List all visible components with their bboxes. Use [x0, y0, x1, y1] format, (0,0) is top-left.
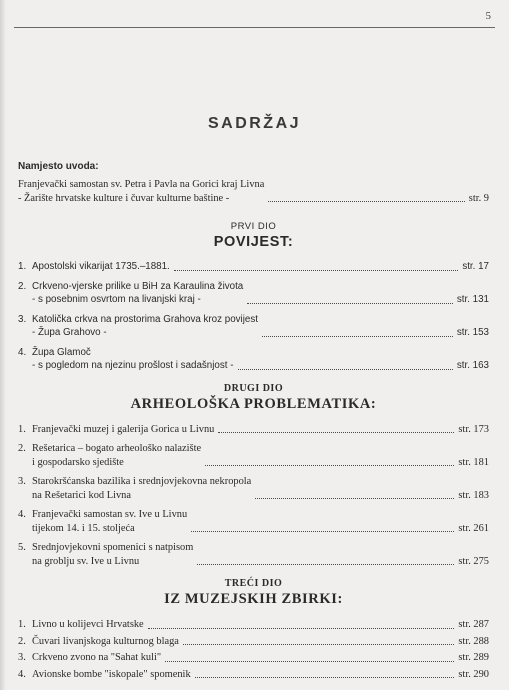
- toc-entry-line: Apostolski vikarijat 1735.–1881.: [32, 261, 170, 272]
- toc-entry-line: Crkveno zvono na "Sahat kuli": [32, 652, 162, 663]
- toc-page-number: str. 275: [458, 555, 489, 567]
- toc-entry-number: 1.: [18, 423, 26, 435]
- toc-entry-number: 2.: [18, 635, 26, 647]
- toc-entry: [18, 260, 489, 274]
- toc-page-number: str. 17: [462, 261, 489, 272]
- dot-leader: [197, 563, 454, 565]
- toc-entry-line: - Žarište hrvatske kulture i čuvar kulturne baštine -: [18, 192, 230, 204]
- show-through-text: [277, 36, 487, 94]
- page-title: SADRŽAJ: [207, 115, 302, 132]
- dot-leader: [262, 335, 453, 337]
- toc-entry-line: Franjevački muzej i galerija Gorica u Livnu: [32, 423, 215, 435]
- toc-entry: [18, 651, 489, 665]
- toc-entry: [18, 313, 489, 340]
- part-label: DRUGI DIO: [223, 382, 284, 394]
- table-of-contents: [18, 161, 489, 684]
- toc-entry: [18, 508, 489, 535]
- toc-entry-line: Starokršćanska bazilika i srednjovjekovna nekropola: [32, 476, 252, 487]
- toc-entry-number: 5.: [18, 542, 26, 553]
- toc-entry-number: 4.: [18, 346, 27, 358]
- toc-entry: [18, 423, 489, 437]
- toc-entry-line: Katolička crkva na prostorima Grahova kroz povijest: [32, 313, 258, 325]
- toc-entry: [18, 475, 489, 502]
- toc-page-number: str. 181: [458, 456, 489, 468]
- toc-page-number: str. 290: [458, 668, 489, 680]
- toc-entry-line: Čuvari livanjskoga kulturnog blaga: [32, 635, 179, 647]
- dot-leader: [195, 676, 455, 678]
- toc-entry-line: Avionske bombe "iskopale" spomenik: [32, 668, 191, 680]
- toc-entry: [18, 442, 489, 469]
- toc-entry-line: Srednjovjekovni spomenici s natpisom: [32, 542, 194, 553]
- toc-entry-line: na Rešetarici kod Livna: [32, 489, 131, 501]
- toc-entry-number: 1.: [18, 261, 27, 272]
- intro-heading: Namjesto uvoda:: [18, 161, 99, 172]
- dot-leader: [165, 660, 454, 662]
- toc-entry-line: tijekom 14. i 15. stoljeća: [32, 522, 135, 534]
- dot-leader: [205, 464, 454, 466]
- toc-entry-line: Franjevački samostan sv. Ive u Livnu: [32, 509, 188, 520]
- toc-page-number: str. 289: [458, 652, 489, 663]
- part-title: IZ MUZEJSKIH ZBIRKI:: [164, 591, 343, 607]
- toc-entry-line: Crkveno-vjerske prilike u BiH za Karaulina života: [32, 280, 244, 292]
- toc-entry-number: 3.: [18, 652, 26, 663]
- toc-entry-number: 2.: [18, 443, 26, 454]
- toc-entry-line: Livno u kolijevci Hrvatske: [32, 619, 144, 630]
- dot-leader: [174, 269, 459, 271]
- toc-page-number: str. 287: [458, 619, 489, 630]
- toc-entry-number: 4.: [18, 509, 26, 520]
- toc-entry-line: i gospodarsko sjedište: [32, 456, 124, 468]
- toc-page-number: str. 9: [468, 192, 489, 204]
- toc-entry-number: 3.: [18, 313, 27, 325]
- toc-entry: [18, 618, 489, 632]
- toc-page-number: str. 183: [458, 489, 489, 501]
- toc-entry-number: 2.: [18, 280, 27, 292]
- page-number: 5: [485, 10, 491, 22]
- toc-entry-line: - s pogledom na njezinu prošlost i sadašnjost -: [32, 360, 234, 371]
- toc-entry-line: - s posebnim osvrtom na livanjski kraj -: [32, 294, 201, 305]
- dot-leader: [183, 643, 455, 645]
- toc-entry-number: 3.: [18, 476, 26, 487]
- toc-page-number: str. 131: [456, 294, 489, 305]
- toc-page-number: str. 261: [458, 522, 489, 534]
- toc-entry: [18, 541, 489, 568]
- toc-entry-line: Franjevački samostan sv. Petra i Pavla na Gorici kraj Livna: [18, 179, 265, 190]
- toc-entry-line: Župa Glamoč: [32, 346, 91, 358]
- toc-entry: [18, 635, 489, 649]
- toc-entry-line: - Župa Grahovo -: [32, 327, 107, 338]
- part-label: PRVI DIO: [230, 221, 277, 232]
- toc-entry: [18, 280, 489, 307]
- part-title: POVIJEST:: [213, 234, 294, 250]
- toc-entry-number: 4.: [18, 668, 26, 680]
- dot-leader: [255, 497, 454, 499]
- toc-entry-line: na groblju sv. Ive u Livnu: [32, 555, 140, 567]
- dot-leader: [218, 431, 454, 433]
- toc-entry-number: 1.: [18, 619, 26, 630]
- toc-page-number: str. 153: [456, 327, 489, 338]
- header-rule: [14, 27, 495, 28]
- toc-entry-line: Rešetarica – bogato arheološko nalazište: [32, 443, 202, 454]
- part-label: TREĆI DIO: [224, 578, 283, 589]
- scan-shadow: [0, 0, 6, 690]
- dot-leader: [148, 627, 455, 629]
- dot-leader: [247, 302, 453, 304]
- dot-leader: [238, 368, 453, 370]
- toc-page-number: str. 173: [458, 423, 489, 435]
- dot-leader: [268, 200, 464, 202]
- toc-page-number: str. 163: [456, 360, 489, 371]
- toc-entry-intro: [18, 178, 489, 205]
- toc-entry: [18, 346, 489, 373]
- part-title: ARHEOLOŠKA PROBLEMATIKA:: [130, 395, 377, 412]
- dot-leader: [191, 530, 454, 532]
- toc-entry: [18, 668, 489, 682]
- toc-page-number: str. 288: [458, 635, 489, 647]
